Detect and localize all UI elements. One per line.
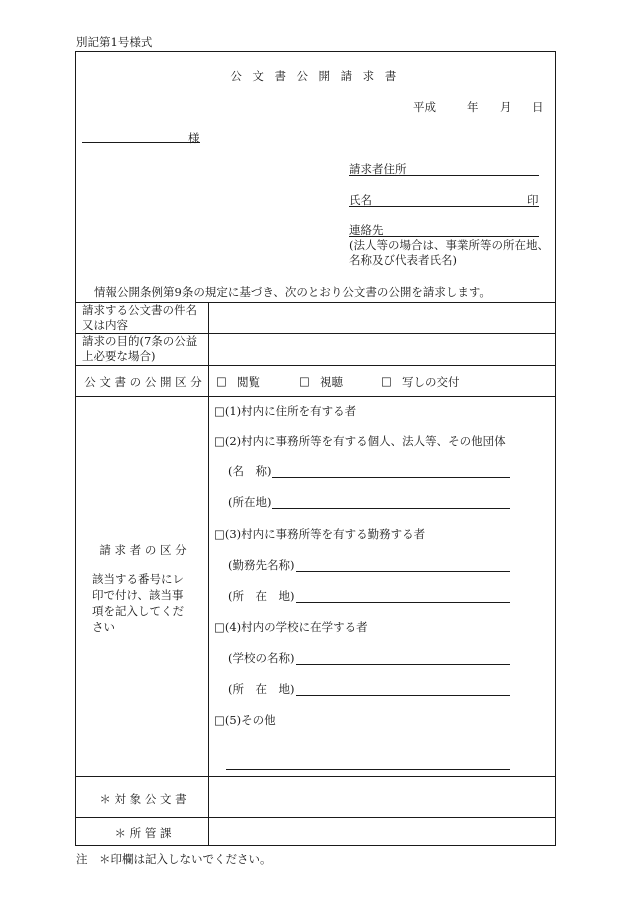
checkbox-view[interactable]: □ [216, 374, 227, 388]
subject-label-line2: 又は内容 [82, 318, 128, 332]
date-month: 月 [500, 100, 512, 114]
purpose-label-line1: 請求の目的(7条の公益 [82, 334, 198, 348]
category-2-option[interactable]: □(2)村内に事務所等を有する個人、法人等、その他団体 [214, 434, 506, 448]
date-day: 日 [532, 100, 544, 114]
c3-workplace-field[interactable] [296, 571, 510, 572]
c3-location-label: (所 在 地) [228, 589, 295, 603]
c4-school-field[interactable] [296, 664, 510, 665]
column-divider [208, 302, 209, 846]
c4-location-label: (所 在 地) [228, 682, 295, 696]
name-label: 氏名 [349, 193, 372, 207]
requester-type-note-3: 項を記入してくだ [92, 604, 184, 618]
c5-other-field[interactable] [226, 769, 510, 770]
c2-location-label: (所在地) [228, 495, 272, 509]
row-divider [75, 396, 556, 397]
category-1-option[interactable]: □(1)村内に住所を有する者 [214, 404, 357, 418]
request-statement: 情報公開条例第9条の規定に基づき、次のとおり公文書の公開を請求します。 [94, 285, 491, 299]
addressee-field[interactable] [82, 142, 200, 143]
checkbox-copy[interactable]: □ [381, 374, 392, 388]
c2-location-field[interactable] [272, 508, 510, 509]
option-listen: 視聴 [320, 375, 343, 389]
address-label: 請求者住所 [349, 162, 407, 176]
requester-type-note-2: 印で付け、該当事 [92, 588, 184, 602]
row-divider [75, 365, 556, 366]
c3-location-field[interactable] [296, 602, 510, 603]
requester-type-note-4: さい [92, 620, 115, 634]
date-year: 年 [467, 100, 479, 114]
target-docs-field [209, 777, 555, 816]
c2-name-field[interactable] [272, 477, 510, 478]
addressee-suffix: 様 [188, 131, 200, 145]
purpose-input[interactable] [209, 334, 555, 364]
c2-name-label: (名 称) [228, 464, 272, 478]
category-4-option[interactable]: □(4)村内の学校に在学する者 [214, 620, 368, 634]
option-view: 閲覧 [237, 375, 260, 389]
department-field [209, 818, 555, 845]
purpose-label-line2: 上必要な場合) [82, 349, 156, 363]
option-copy: 写しの交付 [402, 375, 460, 389]
department-label: ＊ 所 管 課 [114, 826, 172, 840]
category-5-option[interactable]: □(5)その他 [214, 713, 276, 727]
requester-type-label: 請 求 者 の 区 分 [99, 543, 187, 557]
name-field[interactable] [349, 206, 539, 207]
c4-location-field[interactable] [296, 695, 510, 696]
date-era: 平成 [413, 100, 436, 114]
disclosure-label: 公 文 書 の 公 開 区 分 [84, 375, 202, 389]
target-docs-label: ＊ 対 象 公 文 書 [99, 792, 187, 806]
requester-type-note-1: 該当する番号にレ [92, 572, 184, 586]
checkbox-listen[interactable]: □ [299, 374, 310, 388]
footnote: 注 ＊印欄は記入しないでください。 [76, 852, 272, 866]
subject-input[interactable] [209, 303, 555, 333]
page-title: 公 文 書 公 開 請 求 書 [230, 69, 400, 83]
contact-label: 連絡先 [349, 223, 384, 237]
corp-note-line1: (法人等の場合は、事業所等の所在地、 [349, 238, 549, 252]
subject-label-line1: 請求する公文書の件名 [82, 303, 197, 317]
seal-mark: 印 [527, 193, 539, 207]
category-3-option[interactable]: □(3)村内に事務所等を有する勤務する者 [214, 527, 426, 541]
address-field[interactable] [349, 175, 539, 176]
c3-workplace-label: (勤務先名称) [228, 558, 295, 572]
corp-note-line2: 名称及び代表者氏名) [349, 253, 457, 267]
c4-school-label: (学校の名称) [228, 651, 295, 665]
form-number: 別記第1号様式 [76, 35, 153, 49]
